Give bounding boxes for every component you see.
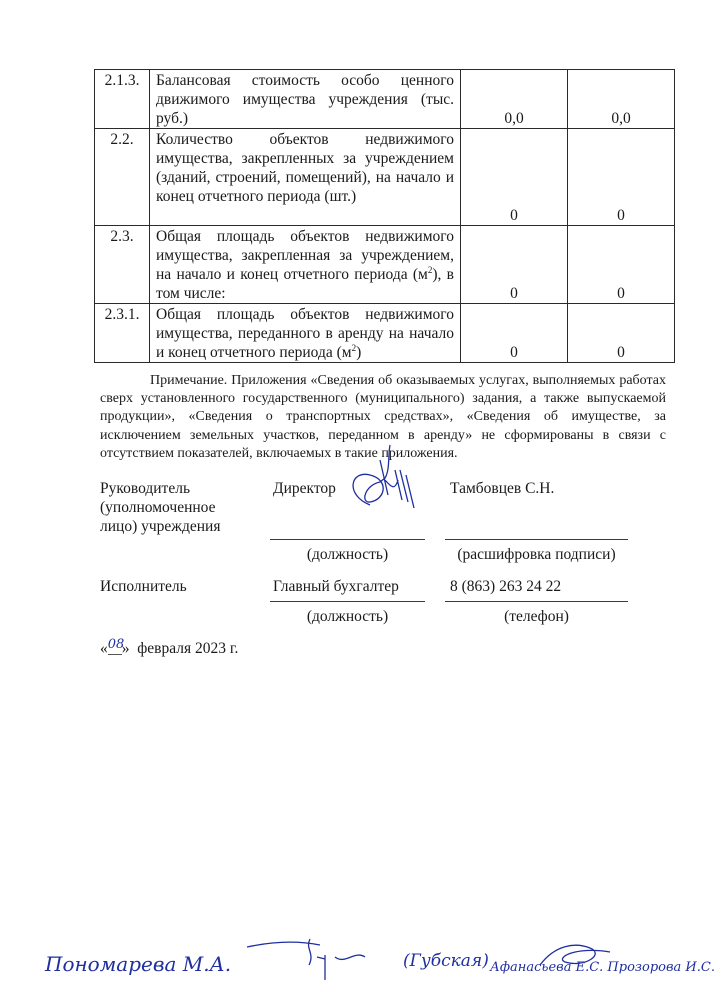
executor-phone-caption: (телефон) (504, 608, 569, 625)
table-row (95, 304, 675, 363)
head-name: Тамбовцев С.Н. (450, 480, 555, 497)
head-role-label-1: Руководитель (100, 480, 191, 497)
table-row (95, 129, 675, 226)
signature-loop-icon (535, 940, 615, 970)
value-end: 0 (568, 304, 675, 363)
row-description (150, 226, 461, 304)
date-month-year: февраля 2023 г. (137, 640, 239, 657)
handwritten-signature-left: Пономарева М.А. (45, 952, 232, 976)
director-signature-icon (340, 440, 420, 520)
head-position-line (270, 539, 425, 540)
value-end: 0 (568, 129, 675, 226)
description-text: Общая площадь объектов недвижимого имущества, закрепленная за учреждением, на начало и конец отчетного периода (м (156, 228, 454, 283)
row-number: 2.2. (95, 129, 150, 226)
value-end: 0 (568, 226, 675, 304)
executor-position: Главный бухгалтер (273, 578, 399, 595)
executor-role-label: Исполнитель (100, 578, 187, 595)
value-start: 0 (461, 304, 568, 363)
row-description: Количество объектов недвижимого имущества, закрепленных за учреждением (зданий, строений, помещений), на начало и конец отчетного периода (шт.) (150, 129, 461, 226)
head-name-line (445, 539, 628, 540)
executor-position-line (270, 601, 425, 602)
head-role-label-2: (уполномоченное (100, 499, 216, 516)
value-end: 0,0 (568, 70, 675, 129)
value-start: 0,0 (461, 70, 568, 129)
table-row (95, 70, 675, 129)
date-line (100, 639, 238, 660)
superscript: 2 (351, 342, 357, 353)
executor-position-caption: (должность) (306, 608, 389, 625)
executor-phone-line (445, 601, 628, 602)
description-tail: ) (356, 344, 362, 361)
table-row (95, 226, 675, 304)
row-description: Балансовая стоимость особо ценного движимого имущества учреждения (тыс. руб.) (150, 70, 461, 129)
signature-mark-icon (245, 935, 375, 985)
superscript: 2 (427, 264, 433, 275)
value-start: 0 (461, 129, 568, 226)
row-number: 2.1.3. (95, 70, 150, 129)
note-text: Примечание. Приложения «Сведения об оказываемых услугах, выполняемых работах сверх установленного государственного (муниципального) задания, а также выпускаемой продукции», «Сведения о транспортных средствах», «Сведения об имуществе, за исключением земельных участков, переданном в аренду» не сформированы в связи с отсутствием показателей, включаемых в такие приложения. (100, 373, 666, 461)
row-description (150, 304, 461, 363)
handwritten-signature-middle: (Губская) (403, 951, 489, 971)
date-day: 08 (108, 635, 122, 655)
head-name-caption: (расшифровка подписи) (457, 546, 616, 563)
date-open-quote: « (100, 640, 108, 657)
head-position-caption: (должность) (306, 546, 389, 563)
description-tail: ), в том числе: (156, 266, 454, 302)
head-role-label-3: лицо) учреждения (100, 518, 221, 535)
head-position: Директор (273, 480, 336, 497)
handwritten-signature-right: Афанасьева Е.С. Прозорова И.С. (490, 960, 715, 975)
description-text: Общая площадь объектов недвижимого имущества, переданного в аренду на начало и конец отчетного периода (м (156, 306, 454, 361)
value-start: 0 (461, 226, 568, 304)
property-table (94, 69, 675, 363)
executor-phone: 8 (863) 263 24 22 (450, 578, 562, 595)
row-number: 2.3. (95, 226, 150, 304)
date-close-quote: » (121, 640, 130, 657)
row-number: 2.3.1. (95, 304, 150, 363)
